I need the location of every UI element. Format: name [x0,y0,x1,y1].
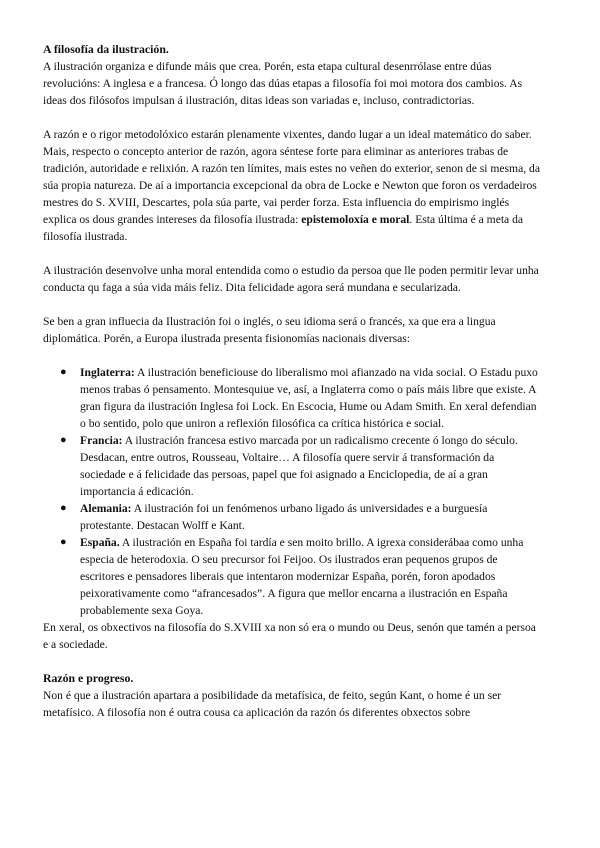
paragraph: Se ben a gran influecia da Ilustración foi o inglés, o seu idioma será o francés, xa que era a lingua diplomática. Porén, a Europa ilustrada presenta fisionomías nacionais diversas: [43,315,496,345]
paragraph: En xeral, os obxectivos na filosofía do S.XVIII xa non só era o mundo ou Deus, senón que tamén a persoa e a sociedade. [43,621,536,651]
paragraph-text: A razón e o rigor metodolóxico estarán plenamente vixentes, dando lugar a un ideal matemático do saber. Mais, respecto o concepto anterior de razón, agora séntese forte para eliminar as anteriores trabas de tradición, autoridade e relixión. A razón ten límites, mais estes no veñen do exterior, senon de si mesma, da súa propia natureza. De aí a importancia excepcional da obra de Locke e Newton que foron os verdadeiros mestres do S. XVIII, Descartes, pola súa parte, vai perder forza. Esta influencia do empirismo inglés explica os dous grandes intereses da filosofía ilustrada: [43,128,540,226]
bold-text: epistemoloxía e moral [301,213,410,226]
bullet-list [43,364,540,619]
bold-text: Francia: [80,434,123,447]
section-title: A filosofía da ilustración. [43,42,169,56]
bullet-icon: ● [60,536,67,548]
bullet-icon: ● [60,502,67,514]
paragraph: Non é que a ilustración apartara a posibilidade da metafísica, de feito, según Kant, o home é un ser metafísico. A filosofía non é outra cousa ca aplicación da razón ós diferentes obxectos sobre [43,689,502,719]
bullet-icon: ● [60,434,67,446]
paragraph: A ilustración desenvolve unha moral entendida como o estudio da persoa que lle poden permitir levar unha conducta qu faga a súa vida máis feliz. Dita felicidade agora será mundana e secularizada. [43,264,539,294]
list-item [43,500,540,534]
bold-text: Inglaterra: [80,366,135,379]
paragraph: A ilustración organiza e difunde máis que crea. Porén, esta etapa cultural desenrrólase entre dúas revolucións: A inglesa e a francesa. Ó longo das dúas etapas a filosofía foi moi motora dos cambios. As ideas dos filósofos impulsan á ilustración, ditas ideas son variadas e, incluso, contradictorias. [43,60,523,107]
list-item [43,534,540,619]
list-item [43,432,540,500]
list-item-text: A ilustración beneficiouse do liberalismo moi afianzado na vida social. O Estadu puxo menos trabas ó pensamento. Montesquiue ve, así, a Inglaterra como o país máis libre que existe. A gran figura da ilustración Inglesa foi Lock. En Escocia, Hume ou Adam Smith. En xeral defendian o bo sentido, polo que uniron a reflexión filosófica ca crítica histórica e social. [80,366,538,430]
paragraph [43,126,540,245]
bold-text: España. [80,536,120,549]
list-item-text: A ilustración en España foi tardía e sen moito brillo. A igrexa considerábaa como unha especia de heterodoxia. O seu precursor foi Feijoo. Os ilustrados eran pequenos grupos de escritores e pensadores liberais que intentaron modernizar España, porén, foron apodados peixorativamente como “afrancesados”. A figura que mellor encarna a ilustración en España probablemente sexa Goya. [80,536,524,617]
bold-text: Alemania: [80,502,132,515]
bullet-icon: ● [60,366,67,378]
list-item-text: A ilustración foi un fenómenos urbano ligado ás universidades e a burguesía protestante. Destacan Wolff e Kant. [80,502,488,532]
list-item [43,364,540,432]
section-title: Razón e progreso. [43,671,134,685]
paragraph-text: . Esta última é a meta da filosofía ilustrada. [43,213,524,243]
list-item-text: A ilustración francesa estivo marcada por un radicalismo crecente ó longo do século. Desdacan, entre outros, Rousseau, Voltaire… A filosofía quere servir á transformación da sociedade e á felicidade das persoas, papel que foi asignado a Enciclopedia, de aí a gran importancia á edicación. [80,434,518,498]
